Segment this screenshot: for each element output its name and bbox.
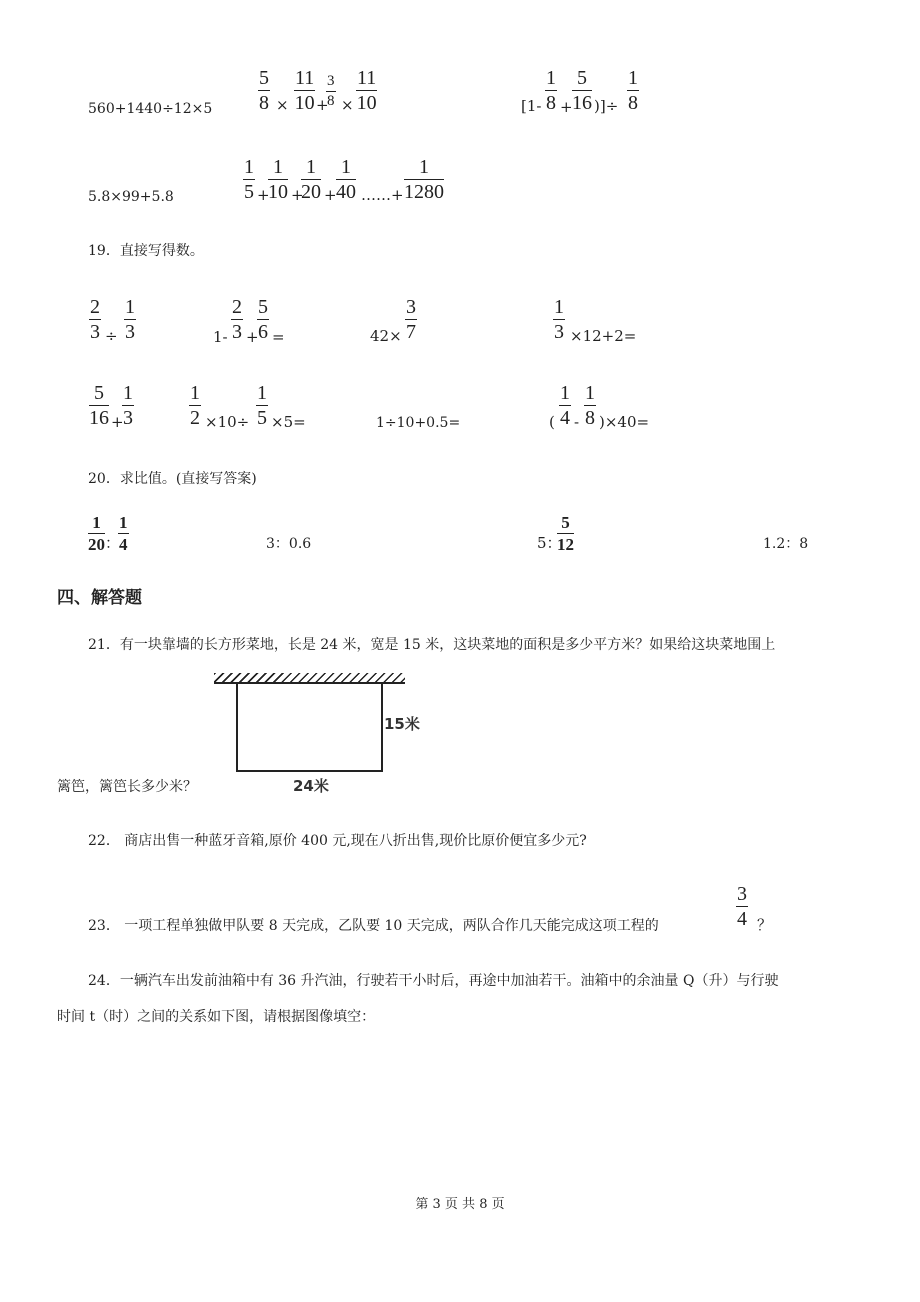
- fraction: 3 8: [327, 73, 335, 109]
- fraction: 5 6: [258, 296, 268, 343]
- page-footer: 第 3 页 共 8 页: [415, 1197, 505, 1212]
- length-label: 24米: [293, 777, 329, 795]
- q23-text: 23． 一项工程单独做甲队要 8 天完成，乙队要 10 天完成，两队合作几天能完成这项工程的: [88, 918, 659, 934]
- q20-item-d: 1.2：8: [763, 536, 809, 552]
- q19-item-g: 1÷10+0.5=: [376, 415, 461, 431]
- q18-expr-1: 560+1440÷12×5: [88, 101, 213, 117]
- garden-rectangle: [236, 682, 383, 772]
- q22-text: 22． 商店出售一种蓝牙音箱,原价 400 元,现在八折出售,现价比原价便宜多少元?: [88, 833, 587, 849]
- fraction: 1 4: [119, 513, 128, 554]
- fraction: 1 5: [257, 382, 267, 429]
- fraction: 11 10: [356, 67, 377, 114]
- fraction: 1 5: [244, 156, 254, 203]
- width-label: 15米: [384, 715, 420, 733]
- fraction: 5 16: [89, 382, 109, 429]
- fraction: 5 8: [259, 67, 269, 114]
- q19-title: 19．直接写得数。: [88, 243, 204, 259]
- q18-expr-4: 5.8×99+5.8: [88, 189, 174, 205]
- fraction: 5 12: [557, 513, 574, 554]
- fraction: 2 3: [90, 296, 100, 343]
- fraction: 1 8: [546, 67, 556, 114]
- fraction: 1 3: [123, 382, 133, 429]
- fraction: 3 4: [737, 883, 747, 930]
- fraction: 1 8: [585, 382, 595, 429]
- q21-text-continued: 篱笆，篱笆长多少米？: [57, 779, 197, 795]
- q20-title: 20．求比值。(直接写答案): [88, 471, 257, 487]
- fraction: 5 16: [572, 67, 592, 114]
- q24-text-continued: 时间 t（时）之间的关系如下图，请根据图像填空：: [57, 1009, 376, 1025]
- fraction: 1 2: [190, 382, 200, 429]
- fraction: 1 10: [268, 156, 288, 203]
- q21-text: 21．有一块靠墙的长方形菜地，长是 24 米，宽是 15 米，这块菜地的面积是多少平方米？如果给这块菜地围上: [88, 637, 776, 653]
- fraction: 1 8: [628, 67, 638, 114]
- fraction: 1 3: [554, 296, 564, 343]
- fraction: 2 3: [232, 296, 242, 343]
- fraction: 1 1280: [404, 156, 444, 203]
- fraction: 1 4: [560, 382, 570, 429]
- fraction: 1 20: [301, 156, 321, 203]
- section-heading: 四、解答题: [57, 588, 142, 608]
- q24-text: 24．一辆汽车出发前油箱中有 36 升汽油，行驶若干小时后，再途中加油若干。油箱中的余油量 Q（升）与行驶: [88, 973, 779, 989]
- fraction: 1 3: [125, 296, 135, 343]
- fraction: 1 40: [336, 156, 356, 203]
- fraction: 1 20: [88, 513, 105, 554]
- q20-item-b: 3：0.6: [266, 536, 312, 552]
- fraction: 11 10: [294, 67, 315, 114]
- fraction: 3 7: [406, 296, 416, 343]
